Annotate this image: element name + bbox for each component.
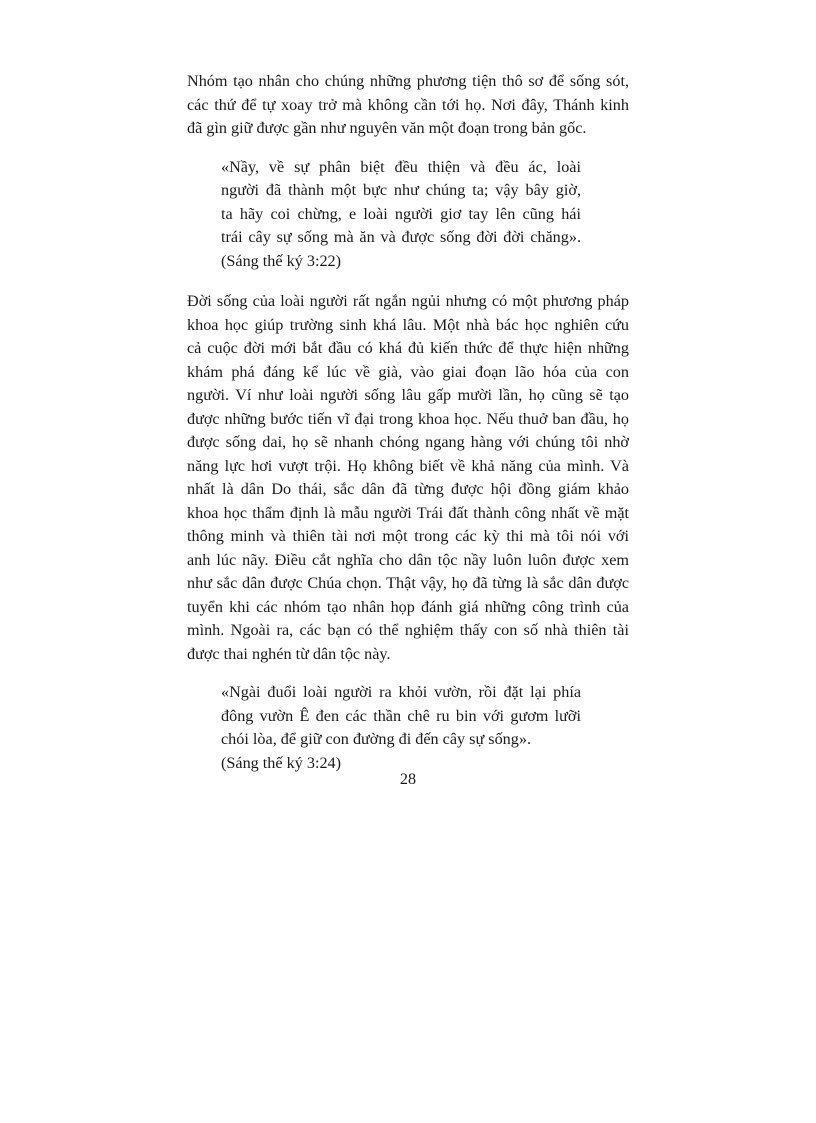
quote-citation: (Sáng thế ký 3:24) [221, 753, 342, 772]
text-line: được những bước tiến vĩ đại trong khoa học. Nếu thuở ban đầu, họ [187, 409, 629, 428]
quote-line: «Nầy, về sự phân biệt đều thiện và đều ác, loài [221, 157, 581, 176]
text-line: khám phá đáng kể lúc về già, vào giai đoạn lão hóa của con [187, 362, 629, 381]
quote-line: trái cây sự sống mà ăn và được sống đời đời chăng». [221, 228, 581, 246]
quote-line: ta hãy coi chừng, e loài người giơ tay lên cũng hái [221, 204, 581, 223]
quote-citation: (Sáng thế ký 3:22) [221, 251, 342, 270]
text-line: năng lực hơi vượt trội. Họ không biết về khả năng của mình. Và [187, 456, 629, 475]
quote-line: chói lòa, để giữ con đường đi đến cây sự sống». [221, 730, 532, 748]
text-line: được sống dai, họ sẽ nhanh chóng ngang hàng với chúng tôi nhờ [187, 433, 629, 451]
text-line: khoa học giúp trường sinh khá lâu. Một nhà bác học nghiên cứu [187, 315, 629, 334]
text-line: thông minh và thiên tài nơi một trong các kỳ thi mà tôi nói với [187, 527, 629, 545]
page-body [187, 70, 629, 792]
paragraph-main [187, 290, 629, 666]
text-line: Đời sống của loài người rất ngắn ngủi nhưng có một phương pháp [187, 292, 629, 310]
scripture-quote-genesis-3-24 [221, 681, 581, 775]
text-line: nhất là dân Do thái, sắc dân đã từng được hội đồng giám khảo [187, 480, 629, 498]
page-number: 28 [399, 770, 417, 788]
paragraph-intro [187, 70, 629, 141]
text-line: được thai nghén từ dân tộc này. [187, 644, 391, 663]
text-line: anh lúc nãy. Điều cắt nghĩa cho dân tộc nầy luôn luôn được xem [187, 550, 629, 569]
text-line: người. Ví như loài người sống lâu gấp mười lần, họ cũng sẽ tạo [187, 386, 629, 404]
text-line: như sắc dân được Chúa chọn. Thật vậy, họ đã từng là sắc dân được [187, 574, 629, 592]
text-line: cả cuộc đời mới bắt đầu có khá đủ kiến thức để thực hiện những [187, 339, 629, 357]
quote-line: «Ngài đuổi loài người ra khỏi vườn, rồi đặt lại phía [221, 683, 581, 701]
scripture-quote-genesis-3-22 [221, 156, 581, 274]
text-line: tuyển khi các nhóm tạo nhân họp đánh giá những công trình của [187, 597, 629, 616]
quote-line: người đã thành một bực như chúng ta; vậy bây giờ, [221, 181, 581, 199]
text-line: các thứ để tự xoay trở mà không cần tới họ. Nơi đây, Thánh kinh [187, 95, 629, 114]
text-line: Nhóm tạo nhân cho chúng những phương tiện thô sơ để sống sót, [187, 72, 629, 90]
text-line: đã gìn giữ được gần như nguyên văn một đoạn trong bản gốc. [187, 119, 587, 137]
text-line: khoa học thẩm định là mẫu người Trái đất thành công nhất về mặt [187, 503, 629, 522]
quote-line: đông vườn Ê đen các thần chê ru bin với gươm lưỡi [221, 706, 581, 725]
text-line: mình. Ngoài ra, các bạn có thể nghiệm thấy con số nhà thiên tài [187, 621, 629, 639]
